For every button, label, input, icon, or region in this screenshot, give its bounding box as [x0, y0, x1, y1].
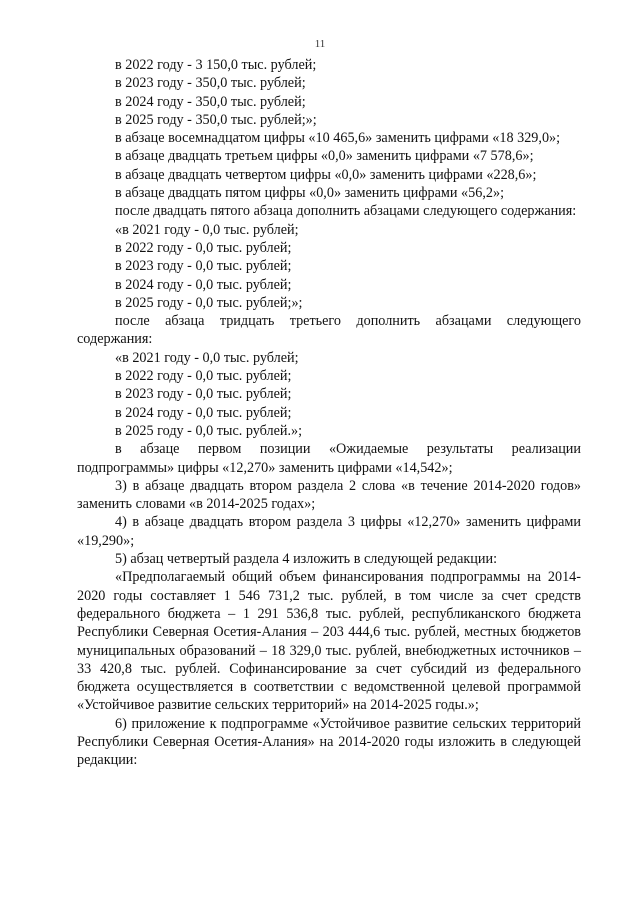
paragraph: в 2023 году - 0,0 тыс. рублей;: [115, 258, 292, 275]
paragraph: в 2025 году - 0,0 тыс. рублей.»;: [115, 422, 303, 439]
paragraph: «Предполагаемый общий объем финансирования подпрограммы на 2014-2020 годы составляет 1 546 731,2 тыс. рублей, в том числе за счет средств федерального бюджета – 1 291 536,8 тыс. рублей, республиканского бюджета Республики Северная Осетия-Алания – 203 444,6 тыс. рублей, местных бюджетов муниципальных образований – 18 329,0 тыс. рублей, внебюджетных источников – 33 420,8 тыс. рублей. Софинансирование за счет субсидий из федерального бюджета осуществляется в соответствии с ведомственной целевой программой «Устойчивое развитие сельских территорий» на 2014-2025 годы.»;: [77, 569, 581, 714]
paragraph: 3) в абзаце двадцать втором раздела 2 слова «в течение 2014-2020 годов» заменить словами «в 2014-2025 годах»;: [77, 477, 581, 513]
paragraph: в 2024 году - 0,0 тыс. рублей;: [115, 404, 292, 421]
paragraph: в абзаце восемнадцатом цифры «10 465,6» заменить цифрами «18 329,0»;: [115, 130, 561, 147]
paragraph: в 2024 году - 350,0 тыс. рублей;: [115, 93, 306, 110]
paragraph: 5) абзац четвертый раздела 4 изложить в следующей редакции:: [115, 551, 498, 568]
paragraph: в 2023 году - 350,0 тыс. рублей;: [115, 75, 306, 92]
paragraph: в 2024 году - 0,0 тыс. рублей;: [115, 276, 292, 293]
document-body: [77, 56, 581, 770]
paragraph: в 2025 году - 0,0 тыс. рублей;»;: [115, 294, 303, 311]
paragraph: 6) приложение к подпрограмме «Устойчивое развитие сельских территорий Республики Северная Осетия-Алания» на 2014-2020 годы изложить в следующей редакции:: [77, 715, 581, 769]
paragraph: 4) в абзаце двадцать втором раздела 3 цифры «12,270» заменить цифрами «19,290»;: [77, 514, 581, 549]
paragraph: в абзаце двадцать четвертом цифры «0,0» заменить цифрами «228,6»;: [115, 166, 537, 183]
paragraph: в 2025 году - 350,0 тыс. рублей;»;: [115, 111, 317, 128]
paragraph: после абзаца тридцать третьего дополнить абзацами следующего содержания:: [77, 313, 581, 348]
paragraph: в 2022 году - 0,0 тыс. рублей;: [115, 368, 292, 385]
paragraph: после двадцать пятого абзаца дополнить абзацами следующего содержания:: [115, 203, 577, 220]
paragraph: в абзаце двадцать пятом цифры «0,0» заменить цифрами «56,2»;: [115, 185, 505, 202]
paragraph: в 2023 году - 0,0 тыс. рублей;: [115, 386, 292, 403]
page-number: 11: [314, 38, 326, 50]
paragraph: в абзаце двадцать третьем цифры «0,0» заменить цифрами «7 578,6»;: [115, 148, 534, 165]
paragraph: в 2022 году - 0,0 тыс. рублей;: [115, 239, 292, 256]
paragraph: «в 2021 году - 0,0 тыс. рублей;: [115, 221, 299, 238]
paragraph: в абзаце первом позиции «Ожидаемые результаты реализации подпрограммы» цифры «12,270» заменить цифрами «14,542»;: [77, 441, 581, 476]
paragraph: в 2022 году - 3 150,0 тыс. рублей;: [115, 57, 317, 73]
paragraph: «в 2021 году - 0,0 тыс. рублей;: [115, 349, 299, 366]
